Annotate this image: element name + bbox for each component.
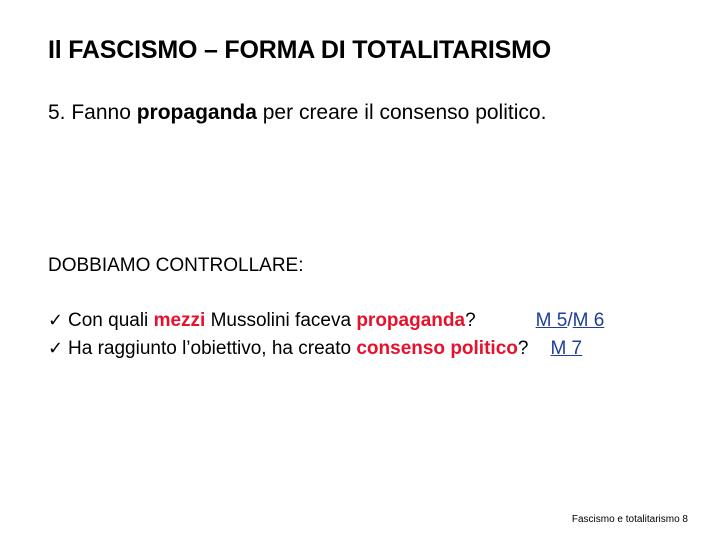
link-separator: / [567, 310, 573, 331]
point-suffix: per creare il consenso politico. [256, 101, 547, 124]
item-text: ? [465, 310, 476, 331]
item-text: ? [517, 338, 529, 359]
link-m6[interactable]: M 6 [572, 310, 605, 331]
item-text: Mussolini faceva [205, 310, 357, 331]
slide-footer: Fascismo e totalitarismo 8 [571, 514, 688, 525]
point-bold-term: propaganda [136, 101, 257, 124]
item-text: Con quali [68, 310, 154, 331]
item-emphasis: consenso politico [356, 338, 518, 359]
checklist-item [48, 338, 582, 360]
point-5 [48, 101, 546, 125]
section-heading: DOBBIAMO CONTROLLARE: [48, 255, 304, 276]
link-m5[interactable]: M 5 [535, 310, 568, 331]
checkmark-icon: ✓ [48, 310, 64, 330]
checklist-item [48, 310, 604, 332]
item-emphasis: mezzi [153, 310, 206, 331]
checkmark-icon: ✓ [48, 338, 64, 358]
item-text: Ha raggiunto l’obiettivo, ha creato [68, 338, 357, 359]
link-m7[interactable]: M 7 [550, 338, 583, 359]
point-prefix: 5. Fanno [48, 101, 137, 124]
slide-title: Il FASCISMO – FORMA DI TOTALITARISMO [48, 36, 551, 64]
item-emphasis: propaganda [356, 310, 466, 331]
